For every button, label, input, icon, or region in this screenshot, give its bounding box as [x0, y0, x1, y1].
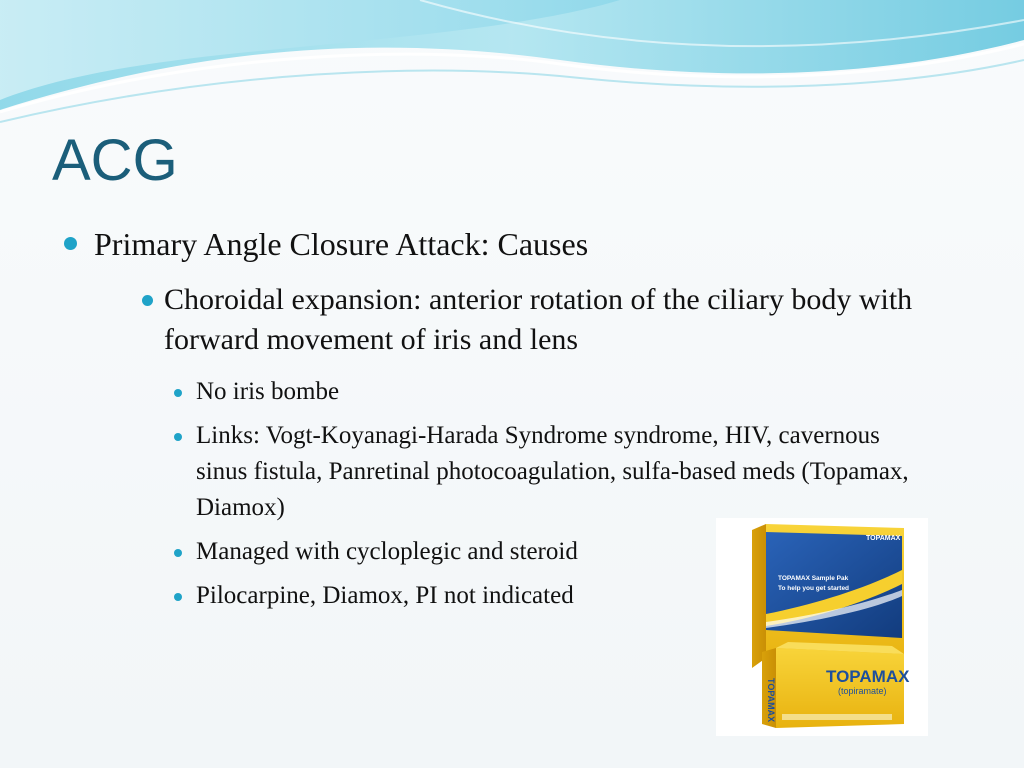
bullet-dot-icon — [174, 593, 182, 601]
topamax-product-image — [716, 518, 928, 736]
side-brand-text: TOPAMAX — [766, 678, 776, 723]
box-top-brand-text: TOPAMAX — [866, 535, 901, 542]
bullet-level3-item — [172, 374, 942, 410]
bullet-level3-text: Managed with cycloplegic and steroid — [196, 538, 578, 565]
bullet-dot-icon — [174, 389, 182, 397]
box-sample-pak-text: TOPAMAX Sample Pak — [778, 575, 849, 582]
slide-title: ACG — [52, 128, 178, 193]
bullet-dot-icon — [142, 295, 153, 306]
box-help-text: To help you get started — [778, 585, 850, 592]
bullet-dot-icon — [174, 433, 182, 441]
bullet-level3-item — [172, 418, 942, 526]
bullet-level3-text: Links: Vogt-Koyanagi-Harada Syndrome syndrome, HIV, cavernous sinus fistula, Panretinal photocoagulation, sulfa-based meds (Topamax, Diamox) — [196, 422, 909, 521]
front-generic-text: (topiramate) — [838, 686, 887, 696]
bullet-level3-text: Pilocarpine, Diamox, PI not indicated — [196, 582, 574, 609]
header-wave-decoration — [0, 0, 1024, 130]
bullet-dot-icon — [174, 549, 182, 557]
bullet-dot-icon — [64, 237, 77, 250]
bullet-level1-text: Primary Angle Closure Attack: Causes — [94, 226, 589, 262]
front-brand-text: TOPAMAX — [826, 667, 910, 686]
bullet-level3-text: No iris bombe — [196, 378, 340, 405]
topamax-box-illustration — [716, 518, 928, 736]
bullet-level2-text: Choroidal expansion: anterior rotation of the ciliary body with forward movement of iris and lens — [164, 283, 913, 356]
